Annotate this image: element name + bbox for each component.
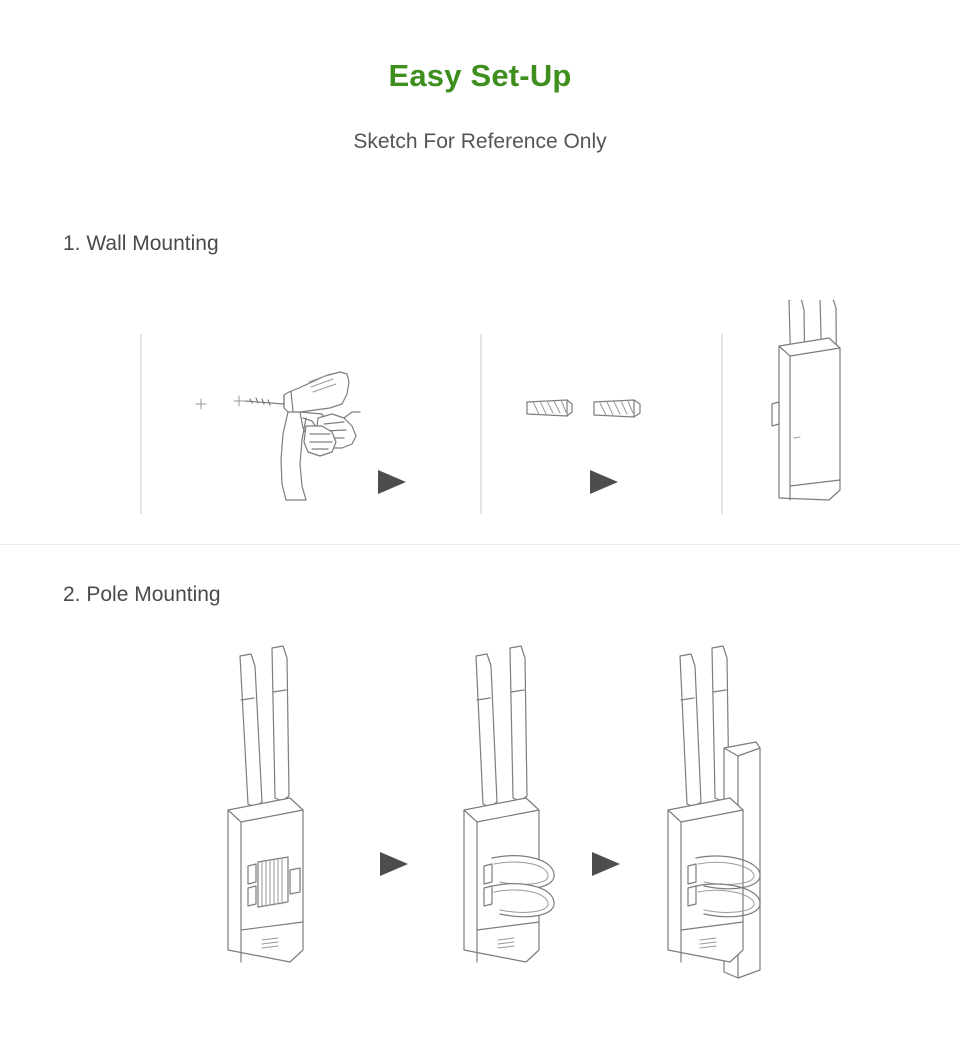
access-point-back-step — [228, 646, 303, 962]
screw-anchor-icon — [527, 400, 640, 417]
ap3-body — [668, 798, 743, 962]
page-title: Easy Set-Up — [388, 58, 572, 93]
pole-arrow-right-icon-1 — [380, 852, 408, 876]
wall-mounting-illustration — [0, 300, 960, 540]
wall-mark-cross-2 — [234, 396, 244, 406]
ap2-clamp-lower — [492, 884, 554, 917]
pole-mounting-illustration — [0, 630, 960, 1010]
arrow-right-icon-1 — [378, 470, 406, 494]
ap1-antenna-left — [240, 654, 262, 807]
pole-straps-attached-step — [464, 646, 554, 962]
ap3-antenna-left — [680, 654, 701, 807]
ap2-antenna-left — [476, 654, 497, 807]
drill-body — [284, 372, 349, 412]
pole-arrow-right-icon-2 — [592, 852, 620, 876]
device-side-bracket — [772, 402, 779, 426]
ap3-bracket-upper — [688, 864, 696, 884]
hand-thumb — [344, 412, 360, 418]
pole-mounting-svg — [0, 630, 960, 1010]
wall-mark-cross-1 — [196, 399, 206, 409]
mounted-on-pole-step — [668, 646, 760, 978]
arm-outline-left — [281, 412, 288, 500]
wall-mounting-svg — [0, 300, 960, 540]
ap2-antenna-right — [510, 646, 527, 801]
page-subtitle: Sketch For Reference Only — [353, 130, 607, 153]
ap1-bracket-lower — [248, 886, 256, 906]
section-label-wall-mounting: 1. Wall Mounting — [63, 232, 219, 255]
arrow-right-icon-2 — [590, 470, 618, 494]
ap1-antenna-right — [272, 646, 289, 801]
section-label-pole-mounting: 2. Pole Mounting — [63, 583, 221, 606]
ap1-bracket-upper — [248, 864, 256, 884]
device-body-front — [779, 338, 840, 500]
ap3-bracket-lower — [688, 886, 696, 906]
drill-hand-icon — [196, 372, 360, 500]
section-divider — [0, 544, 960, 545]
ap2-bracket-upper — [484, 864, 492, 884]
access-point-icon — [772, 300, 840, 500]
ap1-side-port — [290, 868, 300, 894]
ap2-bracket-lower — [484, 886, 492, 906]
